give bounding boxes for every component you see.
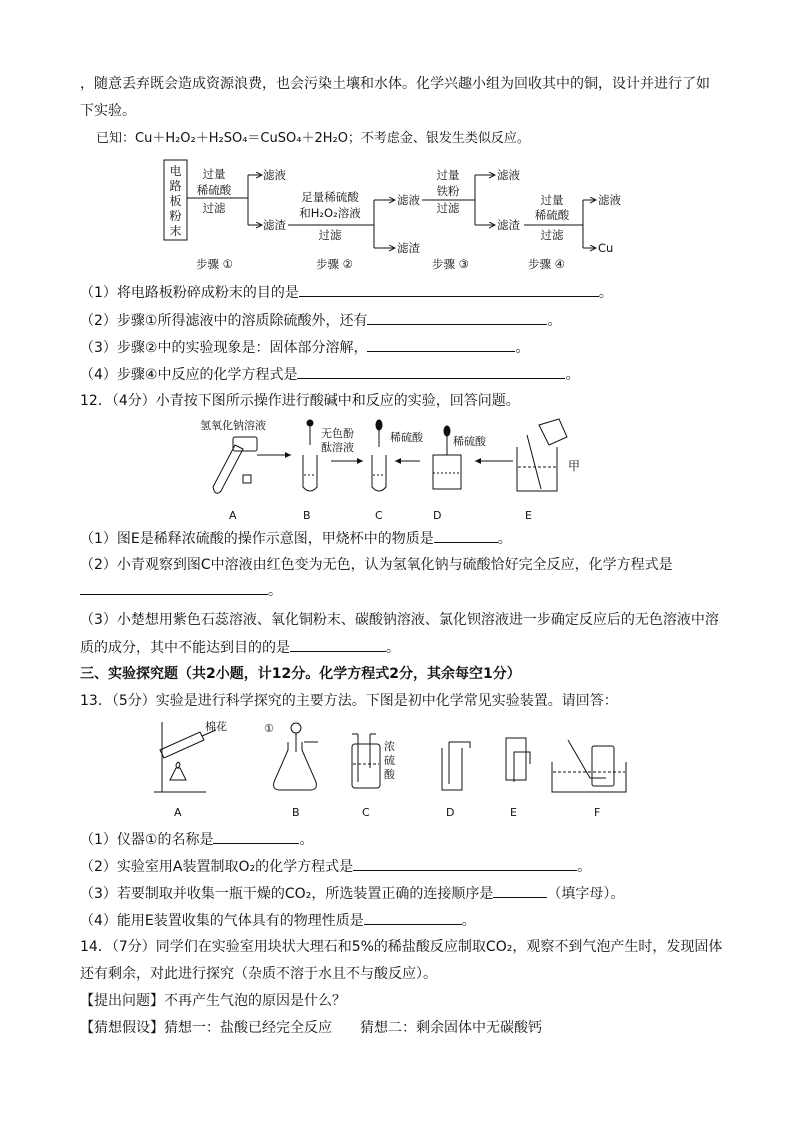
filtrate-3: 滤液	[497, 168, 520, 182]
conc-char: 硫	[384, 754, 395, 767]
apparatus-b	[274, 723, 318, 790]
a1-mid: 稀硫酸	[196, 183, 232, 197]
q14-line-2: 还有剩余，对此进行探究（杂质不溶于水且不与酸反应）。	[80, 966, 437, 982]
tube-c	[372, 420, 386, 491]
answer-blank[interactable]	[364, 910, 462, 925]
answer-blank[interactable]	[290, 637, 386, 652]
copper: Cu	[598, 241, 614, 255]
instrument-1-marker: ①	[264, 722, 274, 735]
step-3-label: 步骤 ③	[432, 257, 469, 271]
a3-mid: 铁粉	[436, 184, 460, 198]
answer-blank[interactable]	[367, 310, 547, 325]
a3-bot: 过滤	[436, 201, 460, 215]
step-4-label: 步骤 ④	[528, 257, 565, 271]
fig-label-e: E	[525, 509, 532, 522]
q13-title: 13．（5分）实验是进行科学探究的主要方法。下图是初中化学常见实验装置。请回答：	[80, 693, 618, 709]
filtrate-4: 滤液	[598, 193, 621, 207]
q11-part-4: （4）步骤④中反应的化学方程式是 。	[80, 364, 579, 385]
tube-tilted	[213, 437, 257, 493]
start-char: 路	[169, 179, 182, 193]
answer-blank[interactable]	[434, 528, 498, 543]
start-char: 末	[169, 224, 182, 238]
jia-label: 甲	[568, 459, 581, 473]
q14-line-1: 14．（7分）同学们在实验室用块状大理石和5%的稀盐酸反应制取CO₂，观察不到气泡产生时，发现固体	[80, 939, 723, 955]
a2-l2: 和H₂O₂溶液	[299, 206, 361, 220]
neutralization-figure	[195, 415, 605, 523]
intro-line-2: 下实验。	[80, 103, 136, 119]
q13-part-3: （3）若要制取并收集一瓶干燥的CO₂，所选装置正确的连接顺序是 （填字母）。	[80, 883, 624, 904]
a2-l1: 足量稀硫酸	[301, 190, 359, 204]
q11-part-1: （1）将电路板粉碎成粉末的目的是 。	[80, 282, 613, 303]
answer-blank[interactable]	[213, 829, 299, 844]
start-char: 粉	[169, 209, 182, 223]
q14-hypothesis: 【猜想假设】猜想一：盐酸已经完全反应 猜想二：剩余固体中无碳酸钙	[80, 1020, 542, 1036]
fig-label-b: B	[292, 806, 300, 819]
q14-question: 【提出问题】不再产生气泡的原因是什么？	[80, 993, 346, 1009]
fig-label-a: A	[229, 509, 237, 522]
q12-part-3-line-1: （3）小楚想用紫色石蕊溶液、氧化铜粉末、碳酸钠溶液、氯化钡溶液进一步确定反应后的无色溶液中溶	[80, 612, 719, 628]
intro-line-1: ，随意丢弃既会造成资源浪费，也会污染土壤和水体。化学兴趣小组为回收其中的铜，设计并进行了如	[80, 76, 710, 92]
answer-blank[interactable]	[80, 580, 268, 595]
fig-label-d: D	[446, 806, 455, 819]
q13-part-1: （1）仪器①的名称是 。	[80, 829, 313, 850]
recovery-flow-diagram	[150, 155, 650, 280]
fig-label-c: C	[362, 806, 370, 819]
residue-2: 滤渣	[397, 241, 420, 255]
residue-3: 滤渣	[497, 218, 520, 232]
apparatus-figure	[150, 712, 650, 820]
step-2-label: 步骤 ②	[316, 257, 353, 271]
fig-label-e: E	[510, 806, 517, 819]
filtrate-2: 滤液	[397, 193, 420, 207]
q12-part-1: （1）图E是稀释浓硫酸的操作示意图，甲烧杯中的物质是 。	[80, 528, 512, 549]
fig-label-c: C	[375, 509, 383, 522]
a1-top: 过量	[202, 167, 226, 181]
answer-blank[interactable]	[493, 883, 547, 898]
q12-part-3-line-2: 质的成分，其中不能达到目的的是 。	[80, 637, 400, 658]
conc-char: 浓	[384, 740, 395, 753]
phenol-label-1: 无色酚	[321, 427, 354, 440]
start-char: 电	[169, 164, 182, 178]
fig-label-a: A	[174, 806, 182, 819]
tube-b	[303, 420, 317, 491]
answer-blank[interactable]	[299, 282, 599, 297]
answer-blank[interactable]	[367, 337, 515, 352]
a4-bot: 过滤	[540, 228, 564, 242]
q12-title: 12．（4分）小青按下图所示操作进行酸碱中和反应的实验，回答问题。	[80, 393, 520, 409]
apparatus-f	[552, 740, 626, 792]
a1-bot: 过滤	[202, 201, 226, 215]
phenol-label-2: 酞溶液	[321, 441, 354, 454]
a4-top: 过量	[540, 193, 564, 207]
section-3-heading: 三、实验探究题（共2小题，计12分。化学方程式2分，其余每空1分）	[80, 666, 521, 682]
q12-part-2-answer: 。	[80, 580, 282, 601]
q13-part-4: （4）能用E装置收集的气体具有的物理性质是 。	[80, 910, 476, 931]
fig-label-b: B	[303, 509, 311, 522]
fig-label-f: F	[594, 806, 601, 819]
q11-part-3: （3）步骤②中的实验现象是：固体部分溶解， 。	[80, 337, 529, 358]
answer-blank[interactable]	[353, 856, 577, 871]
a4-mid: 稀硫酸	[534, 208, 570, 222]
naoh-label: 氢氧化钠溶液	[200, 419, 266, 432]
conc-char: 酸	[384, 768, 395, 781]
a3-top: 过量	[436, 168, 460, 182]
known-equation: 已知：Cu＋H₂O₂＋H₂SO₄＝CuSO₄＋2H₂O；不考虑金、银发生类似反应。	[96, 131, 530, 146]
q13-part-2: （2）实验室用A装置制取O₂的化学方程式是 。	[80, 856, 591, 877]
a2-l3: 过滤	[318, 228, 342, 242]
apparatus-c	[352, 734, 380, 788]
q12-part-2: （2）小青观察到图C中溶液由红色变为无色，认为氢氧化钠与硫酸恰好完全反应，化学方程式是	[80, 557, 673, 573]
cotton-label: 棉花	[205, 720, 227, 733]
step-1-label: 步骤 ①	[196, 257, 233, 271]
fig-label-d: D	[433, 509, 442, 522]
apparatus-d	[442, 742, 470, 790]
apparatus-e	[506, 738, 530, 782]
acid-label: 稀硫酸	[390, 431, 423, 444]
residue-1: 滤渣	[263, 218, 286, 232]
q11-part-2: （2）步骤①所得滤液中的溶质除硫酸外，还有 。	[80, 310, 561, 331]
filtrate-1: 滤液	[263, 168, 286, 182]
answer-blank[interactable]	[297, 364, 565, 379]
acid-label-2: 稀硫酸	[453, 435, 486, 448]
beaker-e	[517, 419, 567, 491]
start-char: 板	[169, 194, 182, 208]
